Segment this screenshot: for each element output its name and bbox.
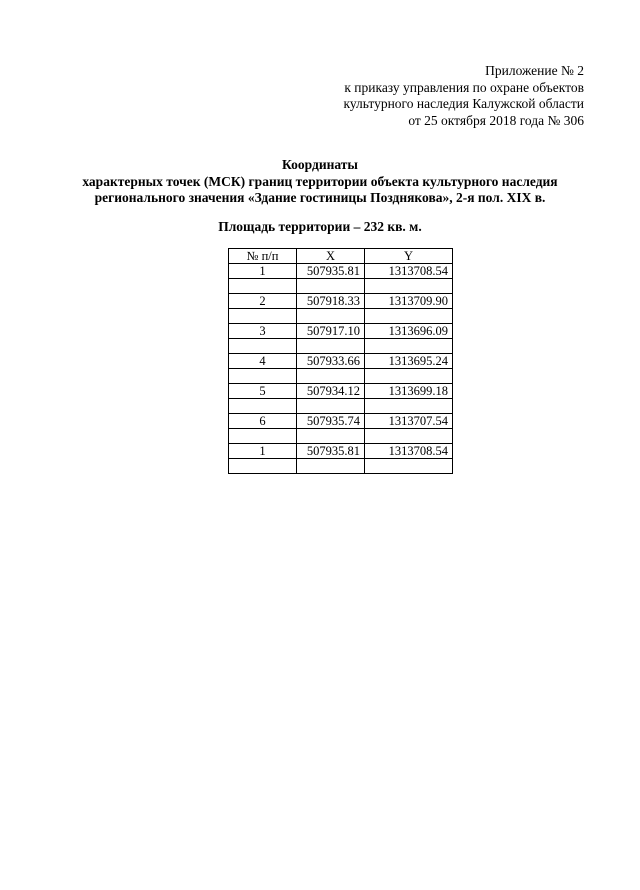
table-row xyxy=(229,324,453,339)
title-line: Координаты xyxy=(282,157,358,172)
point-number-cell xyxy=(229,279,297,294)
document-title xyxy=(0,157,640,207)
coordinates-table xyxy=(228,248,453,474)
appendix-line: от 25 октября 2018 года № 306 xyxy=(408,112,584,128)
table-row xyxy=(229,369,453,384)
x-coordinate-cell xyxy=(297,399,365,414)
point-number-cell: 4 xyxy=(229,354,297,369)
appendix-line: к приказу управления по охране объектов xyxy=(344,79,584,95)
table-row xyxy=(229,294,453,309)
y-coordinate-cell xyxy=(365,279,453,294)
y-coordinate-cell: 1313695.24 xyxy=(365,354,453,369)
x-coordinate-cell xyxy=(297,339,365,354)
table-row xyxy=(229,399,453,414)
point-number-cell xyxy=(229,309,297,324)
y-coordinate-cell: 1313696.09 xyxy=(365,324,453,339)
table-row xyxy=(229,414,453,429)
table-row xyxy=(229,264,453,279)
table-row xyxy=(229,279,453,294)
table-header-row xyxy=(229,249,453,264)
table-row xyxy=(229,354,453,369)
y-coordinate-cell xyxy=(365,429,453,444)
x-coordinate-cell: 507935.81 xyxy=(297,444,365,459)
x-coordinate-cell: 507918.33 xyxy=(297,294,365,309)
header-number: № п/п xyxy=(229,249,297,264)
appendix-line: культурного наследия Калужской области xyxy=(343,96,584,111)
y-coordinate-cell: 1313707.54 xyxy=(365,414,453,429)
table-row xyxy=(229,339,453,354)
point-number-cell: 1 xyxy=(229,444,297,459)
table-body xyxy=(229,264,453,474)
y-coordinate-cell: 1313709.90 xyxy=(365,294,453,309)
x-coordinate-cell xyxy=(297,429,365,444)
x-coordinate-cell: 507917.10 xyxy=(297,324,365,339)
territory-area: Площадь территории – 232 кв. м. xyxy=(218,219,422,234)
y-coordinate-cell: 1313699.18 xyxy=(365,384,453,399)
point-number-cell xyxy=(229,339,297,354)
x-coordinate-cell: 507934.12 xyxy=(297,384,365,399)
point-number-cell xyxy=(229,459,297,474)
table-row xyxy=(229,444,453,459)
point-number-cell: 5 xyxy=(229,384,297,399)
x-coordinate-cell: 507933.66 xyxy=(297,354,365,369)
point-number-cell: 2 xyxy=(229,294,297,309)
header-x: X xyxy=(297,249,365,264)
x-coordinate-cell: 507935.81 xyxy=(297,264,365,279)
y-coordinate-cell xyxy=(365,339,453,354)
appendix-line: Приложение № 2 xyxy=(485,63,584,78)
header-y: Y xyxy=(365,249,453,264)
point-number-cell: 3 xyxy=(229,324,297,339)
table-row xyxy=(229,309,453,324)
point-number-cell: 1 xyxy=(229,264,297,279)
y-coordinate-cell xyxy=(365,459,453,474)
x-coordinate-cell xyxy=(297,279,365,294)
point-number-cell: 6 xyxy=(229,414,297,429)
y-coordinate-cell xyxy=(365,399,453,414)
table-row xyxy=(229,384,453,399)
point-number-cell xyxy=(229,429,297,444)
table-row xyxy=(229,429,453,444)
table-row xyxy=(229,459,453,474)
x-coordinate-cell: 507935.74 xyxy=(297,414,365,429)
x-coordinate-cell xyxy=(297,369,365,384)
y-coordinate-cell: 1313708.54 xyxy=(365,264,453,279)
y-coordinate-cell xyxy=(365,309,453,324)
appendix-reference xyxy=(343,63,584,129)
y-coordinate-cell xyxy=(365,369,453,384)
title-line: регионального значения «Здание гостиницы Позднякова», 2-я пол. XIX в. xyxy=(94,190,546,205)
title-line: характерных точек (МСК) границ территории объекта культурного наследия xyxy=(82,173,558,189)
point-number-cell xyxy=(229,399,297,414)
x-coordinate-cell xyxy=(297,309,365,324)
y-coordinate-cell: 1313708.54 xyxy=(365,444,453,459)
point-number-cell xyxy=(229,369,297,384)
x-coordinate-cell xyxy=(297,459,365,474)
